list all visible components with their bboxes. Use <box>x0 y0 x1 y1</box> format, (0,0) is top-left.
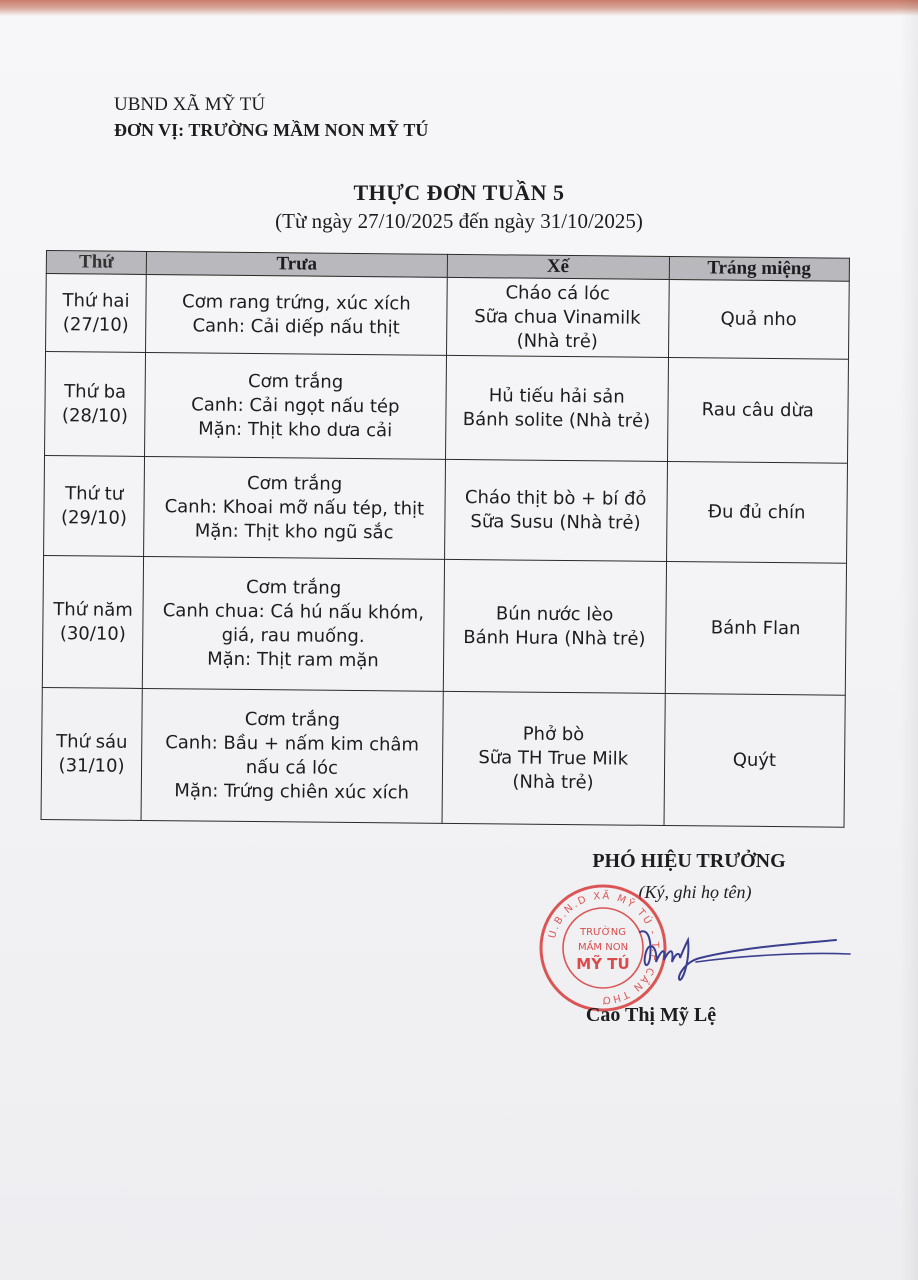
lunch-line: Mặn: Thịt ram mặn <box>207 648 379 671</box>
day-date: (29/10) <box>60 506 128 529</box>
snack-line: Bánh Hura (Nhà trẻ) <box>463 626 646 650</box>
col-header-dessert: Tráng miệng <box>669 256 850 281</box>
dessert-cell: Bánh Flan <box>665 561 847 695</box>
snack-cell <box>442 691 665 825</box>
lunch-line: Canh: Cải diếp nấu thịt <box>192 314 400 338</box>
snack-line: Bún nước lèo <box>495 602 614 625</box>
stamp-line: MẦM NON <box>577 942 629 953</box>
lunch-line: Canh: Bầu + nấm kim châm <box>165 731 420 756</box>
lunch-line: Cơm trắng <box>246 472 343 495</box>
dessert-cell: Quýt <box>664 693 846 827</box>
handwritten-signature <box>600 918 860 988</box>
table-row <box>42 555 846 695</box>
authority-line: UBND XÃ MỸ TÚ <box>114 94 266 115</box>
stamp-ring-text: U.B.N.D XÃ MỸ TÚ - T.P CẦN THƠ <box>546 890 661 1006</box>
snack-line: Cháo thịt bò + bí đỏ <box>464 486 647 510</box>
stamp-line: TRƯỜNG <box>580 927 626 938</box>
lunch-cell <box>144 456 446 559</box>
day-cell <box>46 274 147 353</box>
col-header-snack: Xế <box>447 254 669 279</box>
menu-table <box>41 250 850 828</box>
snack-cell <box>444 459 667 561</box>
day-cell <box>42 555 143 688</box>
lunch-line: Canh chua: Cá hú nấu khóm, <box>162 599 425 624</box>
lunch-line: nấu cá lóc <box>245 756 339 779</box>
snack-line: (Nhà trẻ) <box>512 771 594 793</box>
lunch-cell <box>141 688 443 823</box>
lunch-cell <box>145 352 447 459</box>
day-name: Thứ hai <box>62 289 130 312</box>
lunch-line: Canh: Cải ngọt nấu tép <box>191 393 400 417</box>
snack-cell <box>445 355 668 461</box>
signer-name: Cao Thị Mỹ Lệ <box>585 1004 717 1026</box>
signer-note: (Ký, ghi họ tên) <box>638 882 752 902</box>
lunch-line: Cơm rang trứng, xúc xích <box>181 290 411 315</box>
snack-line: Cháo cá lóc <box>505 281 610 304</box>
lunch-line: Mặn: Thịt kho ngũ sắc <box>194 519 394 543</box>
lunch-cell <box>142 556 444 691</box>
day-cell <box>41 687 142 820</box>
lunch-line: Canh: Khoai mỡ nấu tép, thịt <box>164 495 425 520</box>
snack-line: Bánh solite (Nhà trẻ) <box>462 408 651 432</box>
table-row <box>46 274 850 360</box>
snack-line: Sữa TH True Milk <box>478 746 629 770</box>
day-date: (31/10) <box>58 754 125 777</box>
lunch-line: Mặn: Trứng chiên xúc xích <box>174 779 410 804</box>
dessert-cell: Đu đủ chín <box>666 461 847 563</box>
page-title: THỰC ĐƠN TUẦN 5 <box>353 180 565 205</box>
lunch-cell <box>146 274 447 355</box>
stamp-line: MỸ TÚ <box>576 955 630 973</box>
day-cell <box>44 455 145 556</box>
date-range: (Từ ngày 27/10/2025 đến ngày 31/10/2025) <box>275 209 643 233</box>
snack-cell <box>446 277 669 357</box>
snack-line: Sữa Susu (Nhà trẻ) <box>470 510 641 534</box>
top-edge-band <box>0 0 918 16</box>
signer-role: PHÓ HIỆU TRƯỞNG <box>592 850 786 872</box>
snack-line: Hủ tiếu hải sản <box>488 384 625 408</box>
lunch-line: Cơm trắng <box>244 708 341 731</box>
snack-line: Sữa chua Vinamilk <box>474 305 641 329</box>
table-row <box>44 455 848 563</box>
snack-cell <box>443 559 666 693</box>
table-row <box>41 687 845 827</box>
lunch-line: Cơm trắng <box>245 576 342 599</box>
day-cell <box>45 352 146 457</box>
lunch-line: Cơm trắng <box>247 370 344 393</box>
lunch-line: Mặn: Thịt kho dưa cải <box>198 417 393 441</box>
snack-line: Phở bò <box>522 723 585 745</box>
day-name: Thứ ba <box>64 380 127 403</box>
table-row <box>45 352 849 464</box>
day-date: (30/10) <box>59 622 126 645</box>
dessert-cell: Rau câu dừa <box>667 357 848 463</box>
lunch-line: giá, rau muống. <box>221 624 365 647</box>
day-date: (28/10) <box>61 404 128 427</box>
snack-line: (Nhà trẻ) <box>516 330 598 352</box>
unit-line: ĐƠN VỊ: TRƯỜNG MẦM NON MỸ TÚ <box>114 120 429 140</box>
day-date: (27/10) <box>62 313 129 336</box>
col-header-day: Thứ <box>46 251 146 275</box>
day-name: Thứ tư <box>65 482 124 505</box>
col-header-lunch: Trưa <box>146 251 447 277</box>
day-name: Thứ sáu <box>56 730 128 753</box>
day-name: Thứ năm <box>53 598 133 621</box>
dessert-cell: Quả nho <box>668 279 849 359</box>
